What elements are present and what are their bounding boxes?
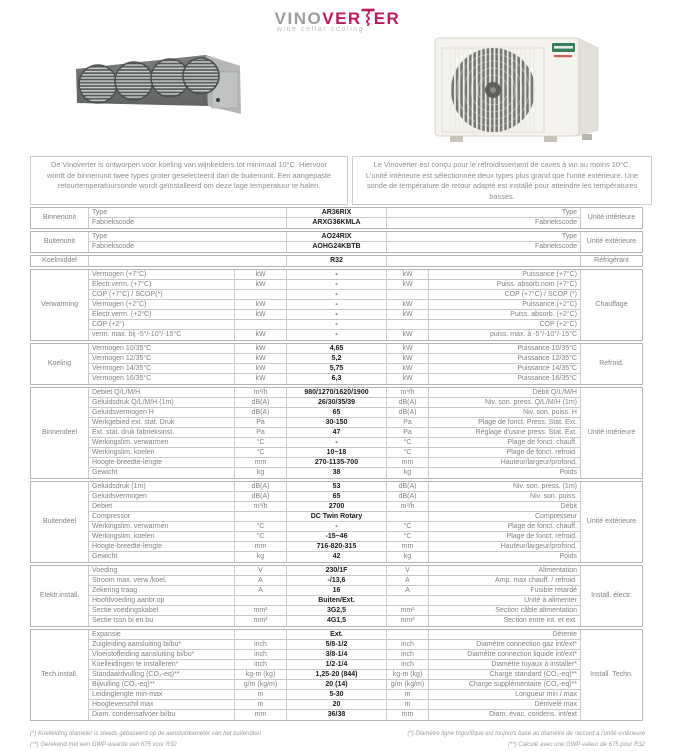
spec-value: 716-820-315 bbox=[287, 542, 387, 552]
indoor-unit-image bbox=[60, 42, 268, 154]
spec-label-fr: Poids bbox=[429, 552, 581, 562]
spec-unit-nl: dB(A) bbox=[235, 398, 287, 408]
spec-value: 42 bbox=[287, 552, 387, 562]
spec-unit-fr: kW bbox=[387, 344, 429, 354]
spec-section-0 bbox=[30, 207, 643, 229]
spec-value: 20 bbox=[287, 700, 387, 710]
spec-unit-fr: dB(A) bbox=[387, 482, 429, 492]
spec-unit-nl bbox=[235, 630, 287, 640]
spec-label-nl: Fabriekscode bbox=[89, 218, 287, 228]
outdoor-unit-image bbox=[432, 30, 607, 148]
spec-unit-fr: dB(A) bbox=[387, 492, 429, 502]
spec-label-nl: Debiet bbox=[89, 502, 235, 512]
intro-text-dutch: De Vinoverter is ontworpen voor koeling van wijnkelders tot minimaal 10°C. Hiervoor wordt de binnenunit twee types groter geselecteerd dan de buitenunit. Een aangepaste retourtemperatuursonde wordt geïnstalleerd om deze lage temperatuur te halen. bbox=[30, 156, 348, 205]
section-category-nl: Elektr.install. bbox=[31, 566, 89, 626]
spec-unit-nl: kW bbox=[235, 354, 287, 364]
spec-label-nl: Vermogen 10/35°C bbox=[89, 344, 235, 354]
section-category-fr: Install. Techn. bbox=[590, 671, 633, 678]
section-category-nl: Verwarming bbox=[31, 270, 89, 340]
spec-label-nl: Type bbox=[89, 208, 287, 218]
section-category-nl: Buitenunit bbox=[31, 232, 89, 252]
spec-unit-nl: m³/h bbox=[235, 502, 287, 512]
spec-unit-nl: °C bbox=[235, 532, 287, 542]
spec-unit-fr: mm² bbox=[387, 606, 429, 616]
spec-value: 4G1,5 bbox=[287, 616, 387, 626]
spec-unit-nl: mm² bbox=[235, 616, 287, 626]
spec-label-nl: Expansie bbox=[89, 630, 235, 640]
spec-label-nl: Type bbox=[89, 232, 287, 242]
spec-section-5 bbox=[30, 387, 643, 479]
spec-label-fr: Niv. son. press. Q/L/M/H (1m) bbox=[429, 398, 581, 408]
section-category-fr: Réfrigérant bbox=[594, 257, 629, 264]
spec-unit-fr: kW bbox=[387, 280, 429, 290]
spec-unit-nl: m bbox=[235, 690, 287, 700]
section-category-nl: Tech.install. bbox=[31, 630, 89, 720]
spec-label-nl: Werkingslim. koelen bbox=[89, 532, 235, 542]
corkscrew-icon bbox=[361, 7, 375, 26]
spec-unit-fr: °C bbox=[387, 448, 429, 458]
section-category-nl: Binnendeel bbox=[31, 388, 89, 478]
spec-label-nl: Werkingslim. verwarmen bbox=[89, 522, 235, 532]
spec-label-fr: Diamètre tuyaux à installer* bbox=[429, 660, 581, 670]
spec-unit-fr: inch bbox=[387, 650, 429, 660]
spec-value: - bbox=[287, 320, 387, 330]
spec-label-fr: COP (+2°C) bbox=[429, 320, 581, 330]
spec-unit-nl bbox=[235, 512, 287, 522]
spec-unit-fr: kg bbox=[387, 552, 429, 562]
spec-label-nl: Hoogteverschil max bbox=[89, 700, 235, 710]
spec-value: Buiten/Ext. bbox=[287, 596, 387, 606]
spec-label-nl: Voeding bbox=[89, 566, 235, 576]
footnote-nl-2: (**) Gerekend met een GWP-waarde van 675 voor R32 bbox=[30, 742, 177, 748]
spec-unit-fr bbox=[387, 290, 429, 300]
spec-label-fr: Diamètre connection liquide int/ext* bbox=[429, 650, 581, 660]
spec-unit-nl: kW bbox=[235, 270, 287, 280]
section-category-nl: Buitendeel bbox=[31, 482, 89, 562]
spec-label-nl: COP (+7°C) / SCOP(*) bbox=[89, 290, 235, 300]
spec-value: 3G2,5 bbox=[287, 606, 387, 616]
spec-label-fr: Niv. son. puiss. bbox=[429, 492, 581, 502]
spec-label-nl: Leidinglengte min-max bbox=[89, 690, 235, 700]
spec-label-nl: Koelleidingen te installeren* bbox=[89, 660, 235, 670]
spec-label-fr: Hauteur/largeur/profond. bbox=[429, 542, 581, 552]
spec-section-2 bbox=[30, 255, 643, 267]
spec-value: 5/8-1/2 bbox=[287, 640, 387, 650]
spec-label-fr: Plage de fonct. chauff. bbox=[429, 438, 581, 448]
spec-value: - bbox=[287, 300, 387, 310]
spec-section-1 bbox=[30, 231, 643, 253]
spec-label-fr: Alimentation bbox=[429, 566, 581, 576]
spec-unit-fr: mm² bbox=[387, 616, 429, 626]
spec-unit-fr: °C bbox=[387, 532, 429, 542]
spec-unit-fr: m bbox=[387, 700, 429, 710]
spec-label-fr: Type bbox=[387, 232, 581, 242]
spec-value: - bbox=[287, 330, 387, 340]
spec-label-fr: Longueur min / max bbox=[429, 690, 581, 700]
spec-unit-fr: m³/h bbox=[387, 502, 429, 512]
spec-unit-nl: A bbox=[235, 576, 287, 586]
spec-unit-nl: inch bbox=[235, 640, 287, 650]
spec-label-fr: Fabriekscode bbox=[387, 218, 581, 228]
spec-value: 6,3 bbox=[287, 374, 387, 384]
spec-value: 1,25-20 (844) bbox=[287, 670, 387, 680]
spec-label-nl: Ext. stat. druk fabrieksinst. bbox=[89, 428, 235, 438]
spec-label-fr: Compresseur bbox=[429, 512, 581, 522]
spec-unit-fr bbox=[387, 596, 429, 606]
spec-unit-nl: dB(A) bbox=[235, 408, 287, 418]
spec-unit-nl: mm bbox=[235, 458, 287, 468]
logo-text-magenta: VER bbox=[322, 9, 362, 28]
spec-label-fr: Niv. son. puiss. H bbox=[429, 408, 581, 418]
spec-label-nl: verm. max. bij -5°/-10°/-15°C bbox=[89, 330, 235, 340]
spec-unit-nl bbox=[235, 596, 287, 606]
spec-value: -15~46 bbox=[287, 532, 387, 542]
spec-value: 38 bbox=[287, 468, 387, 478]
spec-value: AO24RIX bbox=[287, 232, 387, 242]
logo-text-magenta-end: ER bbox=[373, 9, 401, 28]
section-category-fr: Unité intérieure bbox=[587, 214, 636, 221]
spec-label-fr: Débit bbox=[429, 502, 581, 512]
spec-unit-nl: dB(A) bbox=[235, 482, 287, 492]
spec-value: 5,2 bbox=[287, 354, 387, 364]
spec-unit-fr: m bbox=[387, 690, 429, 700]
section-category-fr: Unité intérieure bbox=[587, 429, 636, 436]
spec-unit-fr: inch bbox=[387, 640, 429, 650]
spec-unit-nl: g/m (kg/m) bbox=[235, 680, 287, 690]
spec-unit-fr: g/m (kg/m) bbox=[387, 680, 429, 690]
spec-label-nl: Standaardvulling (CO₂-eq)** bbox=[89, 670, 235, 680]
spec-label-fr: Section câble alimentation bbox=[429, 606, 581, 616]
spec-unit-fr: inch bbox=[387, 660, 429, 670]
spec-unit-nl: Pa bbox=[235, 418, 287, 428]
spec-value: 30-150 bbox=[287, 418, 387, 428]
spec-value: 65 bbox=[287, 492, 387, 502]
spec-section-8 bbox=[30, 629, 643, 721]
spec-section-3 bbox=[30, 269, 643, 341]
spec-unit-nl: kW bbox=[235, 310, 287, 320]
spec-unit-fr: Pa bbox=[387, 428, 429, 438]
intro-text-french: Le Vinoverter est conçu pour le refroidissement de caves à vin au moins 10°C. L'unité intérieure est sélectionnée deux types plus grand que l'unité extérieure. Une sonde de température de retour adapté est installé pour atteindre les températures basses. bbox=[352, 156, 652, 205]
spec-unit-nl: kg bbox=[235, 552, 287, 562]
spec-value: 980/1270/1620/1900 bbox=[287, 388, 387, 398]
spec-value: 47 bbox=[287, 428, 387, 438]
section-category-nl: Koeling bbox=[31, 344, 89, 384]
spec-label-fr: Amp. max chauff. / refroid. bbox=[429, 576, 581, 586]
spec-unit-nl: mm bbox=[235, 710, 287, 720]
spec-label-nl: Sectie voedingskabel bbox=[89, 606, 235, 616]
section-category-fr: Install. électr. bbox=[591, 592, 632, 599]
spec-unit-fr: kW bbox=[387, 374, 429, 384]
spec-label-nl: Hoogte-breedte-lengte bbox=[89, 458, 235, 468]
spec-label-nl: Zekering traag bbox=[89, 586, 235, 596]
spec-label-fr: Débit Q/L/M/H bbox=[429, 388, 581, 398]
spec-unit-nl: kW bbox=[235, 330, 287, 340]
spec-value: - bbox=[287, 290, 387, 300]
spec-label-fr: COP (+7°C) / SCOP (*) bbox=[429, 290, 581, 300]
outdoor-foot-left bbox=[450, 136, 463, 142]
spec-label-fr: Puissance 16/35°C bbox=[429, 374, 581, 384]
spec-label-fr: Charge supplémentaire (CO₂-eq)** bbox=[429, 680, 581, 690]
footnote-fr-1: (*) Diamètre ligne frigorifique est toujours basé au diamètre de raccord à l'unité extérieure bbox=[407, 731, 645, 737]
section-category-fr: Refroid. bbox=[599, 360, 624, 367]
spec-label-nl: Geluidsdruk (1m) bbox=[89, 482, 235, 492]
spec-unit-fr: kg-m (kg) bbox=[387, 670, 429, 680]
spec-unit-fr: V bbox=[387, 566, 429, 576]
spec-label-fr: Détente bbox=[429, 630, 581, 640]
logo bbox=[0, 7, 675, 28]
spec-unit-fr: A bbox=[387, 576, 429, 586]
spec-label-fr: Hauteur/largeur/profond. bbox=[429, 458, 581, 468]
spec-label-nl: Gewicht bbox=[89, 468, 235, 478]
spec-unit-fr: dB(A) bbox=[387, 408, 429, 418]
spec-unit-nl: mm² bbox=[235, 606, 287, 616]
spec-label-nl: Sectie tssn bi en bu bbox=[89, 616, 235, 626]
logo-tagline: wine cellar cooling bbox=[276, 26, 365, 33]
spec-label-fr: Fusible retardé bbox=[429, 586, 581, 596]
spec-value: - bbox=[287, 280, 387, 290]
spec-unit-fr: A bbox=[387, 586, 429, 596]
spec-value: 26/30/35/39 bbox=[287, 398, 387, 408]
spec-label-nl: Geluidsdruk Q/L/M/H (1m) bbox=[89, 398, 235, 408]
spec-value: Ext. bbox=[287, 630, 387, 640]
spec-unit-fr: kW bbox=[387, 270, 429, 280]
spec-value: 4,65 bbox=[287, 344, 387, 354]
spec-value: 5-30 bbox=[287, 690, 387, 700]
spec-label-fr: Puissance (+2°C) bbox=[429, 300, 581, 310]
outdoor-fan-grille bbox=[449, 46, 537, 134]
spec-unit-fr: mm bbox=[387, 542, 429, 552]
spec-unit-nl: V bbox=[235, 566, 287, 576]
spec-label-nl: Werkingslim. koelen bbox=[89, 448, 235, 458]
spec-unit-fr: kW bbox=[387, 364, 429, 374]
spec-unit-fr: m³/h bbox=[387, 388, 429, 398]
spec-label-fr: puiss. max. à -5°/-10°/-15°C bbox=[429, 330, 581, 340]
spec-value: 3/8-1/4 bbox=[287, 650, 387, 660]
spec-label-fr: Plage de fonct. refroid. bbox=[429, 448, 581, 458]
spec-label-nl: COP (+2°) bbox=[89, 320, 235, 330]
indoor-drain-detail bbox=[216, 98, 220, 102]
spec-label-nl: Vermogen 14/35°C bbox=[89, 364, 235, 374]
spec-unit-nl: kW bbox=[235, 280, 287, 290]
outdoor-foot-right bbox=[544, 136, 557, 142]
spec-unit-nl bbox=[235, 290, 287, 300]
spec-label-nl: Electr.verm. (+2°C) bbox=[89, 310, 235, 320]
spec-unit-nl: kW bbox=[235, 364, 287, 374]
spec-label-nl: Electr.verm. (+7°C) bbox=[89, 280, 235, 290]
spec-label-nl: Compressor bbox=[89, 512, 235, 522]
spec-label-fr: Charge standard (CO₂-eq)** bbox=[429, 670, 581, 680]
spec-label-fr: Puiss. absorb. (+2°C) bbox=[429, 310, 581, 320]
footnotes bbox=[30, 729, 645, 751]
spec-label-fr: Unité à alimenter bbox=[429, 596, 581, 606]
spec-label-nl: Geluidsvermogen H bbox=[89, 408, 235, 418]
spec-unit-nl: m³/h bbox=[235, 388, 287, 398]
spec-section-7 bbox=[30, 565, 643, 627]
spec-unit-fr: kg bbox=[387, 468, 429, 478]
spec-value: - bbox=[287, 522, 387, 532]
spec-unit-nl: °C bbox=[235, 522, 287, 532]
spec-value: ARXG36KMLA bbox=[287, 218, 387, 228]
spec-value: 230/1F bbox=[287, 566, 387, 576]
spec-value: R32 bbox=[287, 256, 387, 266]
spec-unit-fr: dB(A) bbox=[387, 398, 429, 408]
spec-unit-nl: °C bbox=[235, 448, 287, 458]
spec-label-nl bbox=[89, 256, 287, 266]
spec-label-fr: Plage de fonct. refroid. bbox=[429, 532, 581, 542]
spec-unit-fr: °C bbox=[387, 438, 429, 448]
spec-value: 270-1135-700 bbox=[287, 458, 387, 468]
spec-unit-nl: Pa bbox=[235, 428, 287, 438]
spec-label-nl: Debiet Q/L/M/H bbox=[89, 388, 235, 398]
spec-label-nl: Vermogen 12/35°C bbox=[89, 354, 235, 364]
spec-unit-nl: kg bbox=[235, 468, 287, 478]
spec-unit-fr bbox=[387, 630, 429, 640]
spec-unit-fr: kW bbox=[387, 354, 429, 364]
spec-section-4 bbox=[30, 343, 643, 385]
spec-label-nl: Gewicht bbox=[89, 552, 235, 562]
footnote-fr-2: (**) Calculé avec une GWP-valeur de 675 pour R32 bbox=[507, 742, 645, 748]
spec-unit-fr: °C bbox=[387, 522, 429, 532]
spec-label-nl: Vermogen (+7°C) bbox=[89, 270, 235, 280]
spec-unit-nl: kg-m (kg) bbox=[235, 670, 287, 680]
spec-unit-nl: °C bbox=[235, 438, 287, 448]
spec-section-6 bbox=[30, 481, 643, 563]
spec-label-fr: Dénivelé max bbox=[429, 700, 581, 710]
spec-label-nl: Hoogte-breedte-lengte bbox=[89, 542, 235, 552]
spec-label-fr: Niv. son. press. (1m) bbox=[429, 482, 581, 492]
spec-label-fr: Puiss. absorb.nom (+7°C) bbox=[429, 280, 581, 290]
spec-label-fr: Puissance 14/35°C bbox=[429, 364, 581, 374]
footnote-nl-1: (*) Koelleiding diameter is steeds gebaseerd op de aansluitdiameter van het buitendeel bbox=[30, 731, 261, 737]
spec-value: - bbox=[287, 270, 387, 280]
spec-label-nl: Stroom max. verw./koel. bbox=[89, 576, 235, 586]
spec-label-fr: Type bbox=[387, 208, 581, 218]
section-category-fr: Unité extérieure bbox=[586, 518, 637, 525]
spec-label-fr: Plage de fonct. chauff. bbox=[429, 522, 581, 532]
outdoor-foot-back bbox=[582, 134, 592, 140]
spec-label-nl: Vloeistofleiding aansluiting bi/bu* bbox=[89, 650, 235, 660]
spec-value: 36/38 bbox=[287, 710, 387, 720]
spec-unit-nl: inch bbox=[235, 650, 287, 660]
spec-value: 65 bbox=[287, 408, 387, 418]
spec-unit-nl: kW bbox=[235, 300, 287, 310]
section-category-fr: Unité extérieure bbox=[586, 238, 637, 245]
spec-label-nl: Vermogen (+2°C) bbox=[89, 300, 235, 310]
spec-label-nl: Zuigleiding aansluiting bi/bu* bbox=[89, 640, 235, 650]
spec-unit-fr: kW bbox=[387, 310, 429, 320]
spec-value: -/13,6 bbox=[287, 576, 387, 586]
spec-value: 16 bbox=[287, 586, 387, 596]
spec-unit-nl: kW bbox=[235, 374, 287, 384]
logo-text-gray: VINO bbox=[274, 9, 323, 28]
section-category-fr: Chauffage bbox=[595, 301, 628, 308]
spec-label-fr: Puissance 10/35°C bbox=[429, 344, 581, 354]
spec-label-fr: Puissance 12/35°C bbox=[429, 354, 581, 364]
spec-unit-nl: m bbox=[235, 700, 287, 710]
spec-unit-fr: kW bbox=[387, 300, 429, 310]
spec-unit-nl: kW bbox=[235, 344, 287, 354]
spec-unit-fr bbox=[387, 512, 429, 522]
spec-table bbox=[30, 207, 643, 723]
spec-value: AR36RIX bbox=[287, 208, 387, 218]
spec-label-nl: Geluidsvermogen bbox=[89, 492, 235, 502]
spec-unit-fr: kW bbox=[387, 330, 429, 340]
spec-unit-nl: A bbox=[235, 586, 287, 596]
spec-unit-nl: inch bbox=[235, 660, 287, 670]
spec-label-fr: Réglage d'usine press. Stat. Ext. bbox=[429, 428, 581, 438]
spec-label-fr bbox=[387, 256, 581, 266]
spec-label-fr: Diam. évac. condens. int/ext bbox=[429, 710, 581, 720]
spec-unit-fr: Pa bbox=[387, 418, 429, 428]
spec-unit-fr: mm bbox=[387, 710, 429, 720]
section-category-nl: Koelmiddel bbox=[31, 256, 89, 266]
spec-value: 2700 bbox=[287, 502, 387, 512]
outdoor-side-face bbox=[578, 38, 598, 136]
spec-label-nl: Bijvulling (CO₂-eq)** bbox=[89, 680, 235, 690]
spec-value: - bbox=[287, 438, 387, 448]
spec-label-nl: Fabriekscode bbox=[89, 242, 287, 252]
spec-value: DC Twin Rotary bbox=[287, 512, 387, 522]
spec-label-fr: Puissance (+7°C) bbox=[429, 270, 581, 280]
spec-label-fr: Section entre int. et ext. bbox=[429, 616, 581, 626]
spec-value: 5,75 bbox=[287, 364, 387, 374]
spec-value: AOHG24KBTB bbox=[287, 242, 387, 252]
spec-label-fr: Fabriekscode bbox=[387, 242, 581, 252]
spec-unit-nl bbox=[235, 320, 287, 330]
spec-unit-fr bbox=[387, 320, 429, 330]
brand-badge-text-mark bbox=[554, 46, 573, 49]
spec-label-nl: Hoofdvoeding aanbr.op bbox=[89, 596, 235, 606]
spec-label-fr: Poids bbox=[429, 468, 581, 478]
spec-unit-nl: mm bbox=[235, 542, 287, 552]
spec-value: 1/2-1/4 bbox=[287, 660, 387, 670]
spec-label-nl: Werkgebied ext. stat. Druk bbox=[89, 418, 235, 428]
spec-label-nl: Werkingslim. verwarmen bbox=[89, 438, 235, 448]
spec-value: 53 bbox=[287, 482, 387, 492]
spec-label-nl: Diam. condensafvoer bi/bu bbox=[89, 710, 235, 720]
spec-unit-nl: dB(A) bbox=[235, 492, 287, 502]
brand-badge-red-mark bbox=[554, 55, 572, 57]
spec-unit-fr: mm bbox=[387, 458, 429, 468]
section-category-nl: Binnenunit bbox=[31, 208, 89, 228]
intro-row bbox=[30, 156, 652, 205]
spec-label-fr: Diamètre connection gaz int/ext* bbox=[429, 640, 581, 650]
spec-label-nl: Vermogen 16/35°C bbox=[89, 374, 235, 384]
spec-label-fr: Plage de fonct. Press. Stat. Ext. bbox=[429, 418, 581, 428]
spec-value: 10~18 bbox=[287, 448, 387, 458]
spec-value: 20 (14) bbox=[287, 680, 387, 690]
spec-value: - bbox=[287, 310, 387, 320]
